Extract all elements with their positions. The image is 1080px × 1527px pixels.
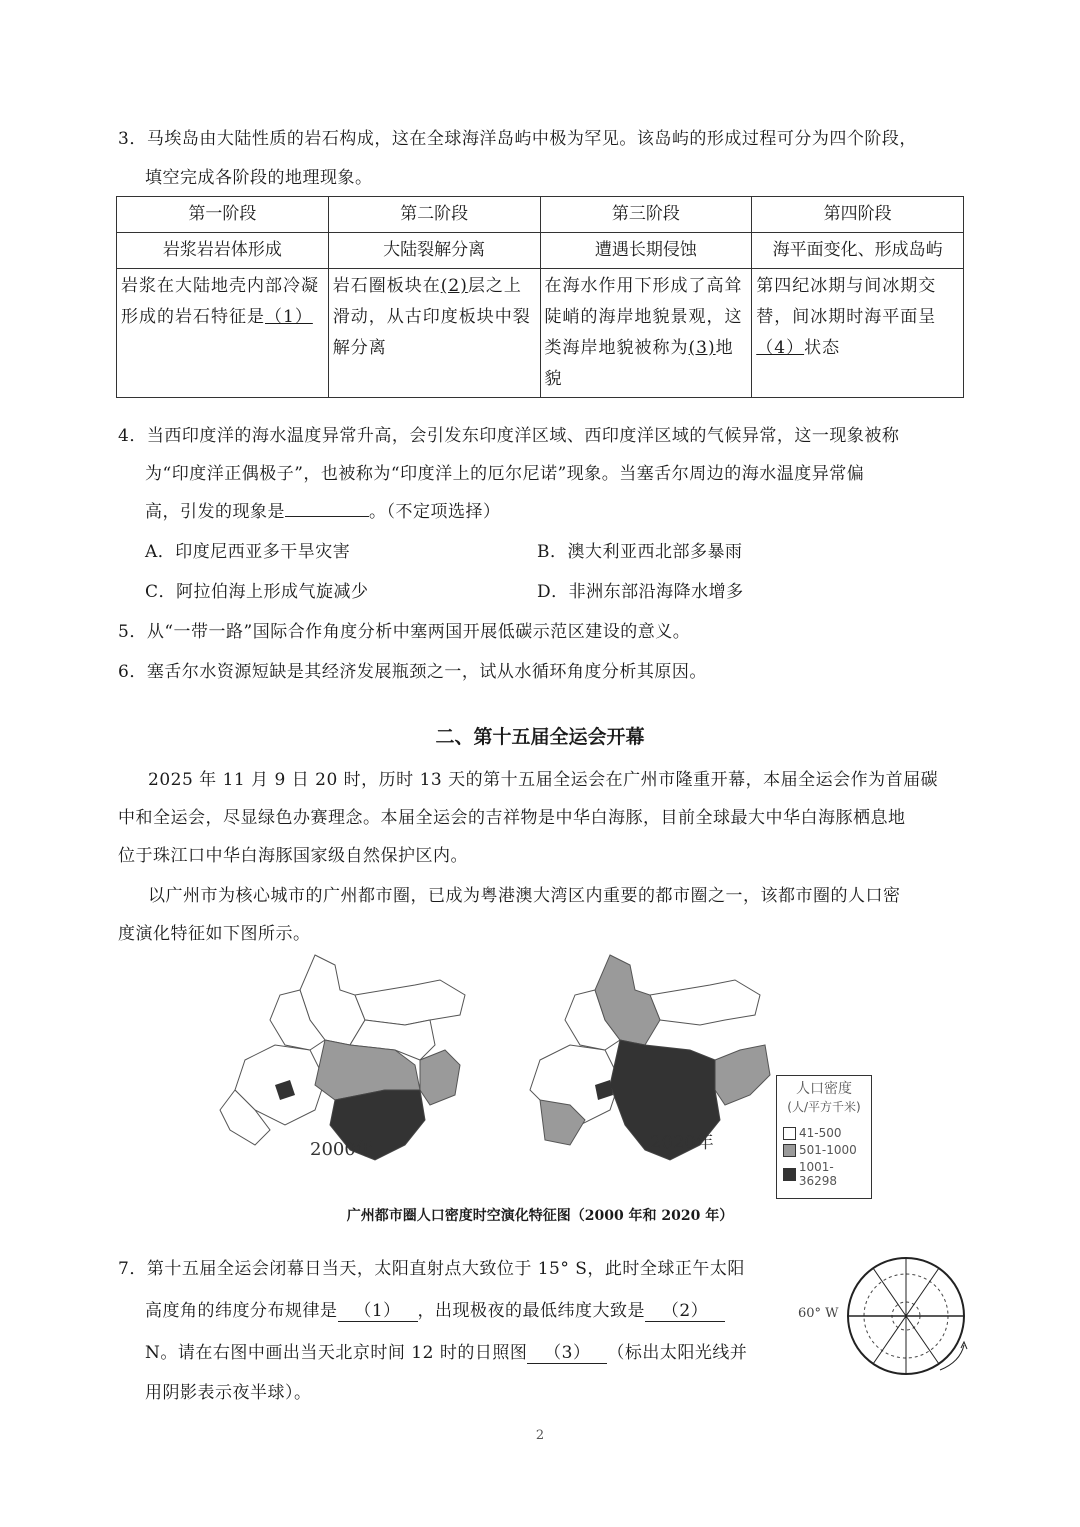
stage-name: 岩浆岩岩体形成 (117, 233, 329, 269)
legend-label: 41-500 (799, 1126, 842, 1140)
stage-detail (540, 269, 752, 398)
q4-option-b[interactable]: B．澳大利亚西北部多暴雨 (537, 542, 743, 562)
stage-name: 海平面变化、形成岛屿 (752, 233, 964, 269)
q5-text: 5．从“一带一路”国际合作角度分析中塞两国开展低碳示范区建设的意义。 (118, 622, 691, 642)
q7-text: （标出太阳光线并 (607, 1343, 748, 1363)
q4-text-line3 (145, 497, 501, 522)
q7-blank-3[interactable]: （3） (527, 1338, 607, 1364)
q7-text: ，出现极夜的最低纬度大致是 (417, 1301, 645, 1321)
stage-name: 遭遇长期侵蚀 (540, 233, 752, 269)
map-legend (776, 1075, 872, 1199)
q4-option-c[interactable]: C．阿拉伯海上形成气旋减少 (145, 582, 369, 602)
q7-text-line4: 用阴影表示夜半球）。 (145, 1383, 312, 1403)
stage-name: 大陆裂解分离 (328, 233, 540, 269)
detail-text: 岩浆在大陆地壳内部冷凝形成的岩石特征是 (121, 276, 319, 327)
section-title: 二、第十五届全运会开幕 (435, 726, 645, 748)
stage-detail (328, 269, 540, 398)
q7-text-line1: 7．第十五届全运会闭幕日当天，太阳直射点大致位于 15° S，此时全球正午太阳 (118, 1259, 745, 1279)
table-header: 第二阶段 (328, 197, 540, 233)
q3-text-line1: 3．马埃岛由大陆性质的岩石构成，这在全球海洋岛屿中极为罕见。该岛屿的形成过程可分为四个阶段， (118, 129, 917, 149)
detail-text: 地貌 (544, 338, 734, 389)
q4-option-d[interactable]: D．非洲东部沿海降水增多 (537, 582, 744, 602)
stages-table (116, 196, 964, 398)
blank-3[interactable]: (3) (688, 338, 716, 358)
paragraph-line: 中和全运会，尽显绿色办赛理念。本届全运会的吉祥物是中华白海豚，目前全球最大中华白海豚栖息地 (118, 808, 906, 828)
polar-globe-diagram[interactable] (840, 1250, 980, 1390)
q7-blank-2[interactable]: （2） (645, 1296, 725, 1322)
blank-4[interactable]: （4） (756, 338, 805, 358)
globe-longitude-label: 60° W (798, 1306, 839, 1321)
paragraph-line: 2025 年 11 月 9 日 20 时，历时 13 天的第十五届全运会在广州市隆重开幕，本届全运会作为首届碳 (148, 770, 939, 790)
detail-text: 状态 (804, 338, 841, 358)
q7-text: N。请在右图中画出当天北京时间 12 时的日照图 (145, 1343, 528, 1363)
legend-item (783, 1143, 871, 1157)
page-number: 2 (535, 1428, 545, 1443)
figure-caption: 广州都市圈人口密度时空演化特征图（2000 年和 2020 年） (346, 1208, 734, 1224)
legend-label: 501-1000 (799, 1143, 857, 1157)
blank-2[interactable]: (2) (440, 276, 468, 296)
legend-swatch (783, 1168, 796, 1181)
legend-item (783, 1126, 871, 1140)
detail-text: 岩石圈板块在 (332, 276, 441, 296)
legend-swatch (783, 1144, 796, 1157)
map-2020 (510, 950, 780, 1165)
q7-blank-1[interactable]: （1） (338, 1296, 418, 1322)
stage-detail (117, 269, 329, 398)
q4-text: 高，引发的现象是 (145, 502, 285, 522)
stage-detail (752, 269, 964, 398)
map-year-label: 2020年 (650, 1132, 714, 1153)
legend-item (783, 1160, 871, 1188)
detail-text: 在海水作用下形成了高耸陡峭的海岸地貌景观，这类海岸地貌被称为 (544, 276, 743, 358)
legend-unit: (人/平方千米) (787, 1100, 861, 1114)
table-header: 第一阶段 (117, 197, 329, 233)
legend-label: 1001-36298 (798, 1160, 838, 1188)
detail-text: 层之上滑动，从古印度板块中裂解分离 (332, 276, 531, 358)
q7-text: 高度角的纬度分布规律是 (145, 1301, 338, 1321)
q4-text-line2: 为“印度洋正偶极子”，也被称为“印度洋上的厄尔尼诺”现象。当塞舌尔周边的海水温度异常偏 (145, 464, 865, 484)
legend-swatch (783, 1127, 796, 1140)
blank-1[interactable]: （1） (265, 307, 313, 327)
table-header: 第四阶段 (752, 197, 964, 233)
detail-text: 第四纪冰期与间冰期交替，间冰期时海平面呈 (756, 276, 937, 327)
map-year-label: 2000年 (310, 1139, 374, 1160)
q4-text-line1: 4．当西印度洋的海水温度异常升高，会引发东印度洋区域、西印度洋区域的气候异常，这一现象被称 (118, 426, 900, 446)
q4-option-a[interactable]: A．印度尼西亚多干旱灾害 (145, 542, 351, 562)
q3-text-line2: 填空完成各阶段的地理现象。 (145, 168, 373, 188)
table-header: 第三阶段 (540, 197, 752, 233)
q4-text: 。（不定项选择） (369, 502, 501, 522)
q7-text-line3 (145, 1338, 747, 1364)
q6-text: 6．塞舌尔水资源短缺是其经济发展瓶颈之一，试从水循环角度分析其原因。 (118, 662, 707, 682)
q7-text-line2 (145, 1296, 725, 1322)
legend-title: 人口密度 (796, 1081, 852, 1097)
paragraph-line: 位于珠江口中华白海豚国家级自然保护区内。 (118, 846, 468, 866)
paragraph-line: 度演化特征如下图所示。 (118, 924, 311, 944)
q4-answer-blank[interactable] (285, 498, 369, 517)
map-2000 (215, 950, 485, 1165)
paragraph-line: 以广州市为核心城市的广州都市圈，已成为粤港澳大湾区内重要的都市圈之一，该都市圈的人口密 (148, 886, 901, 906)
